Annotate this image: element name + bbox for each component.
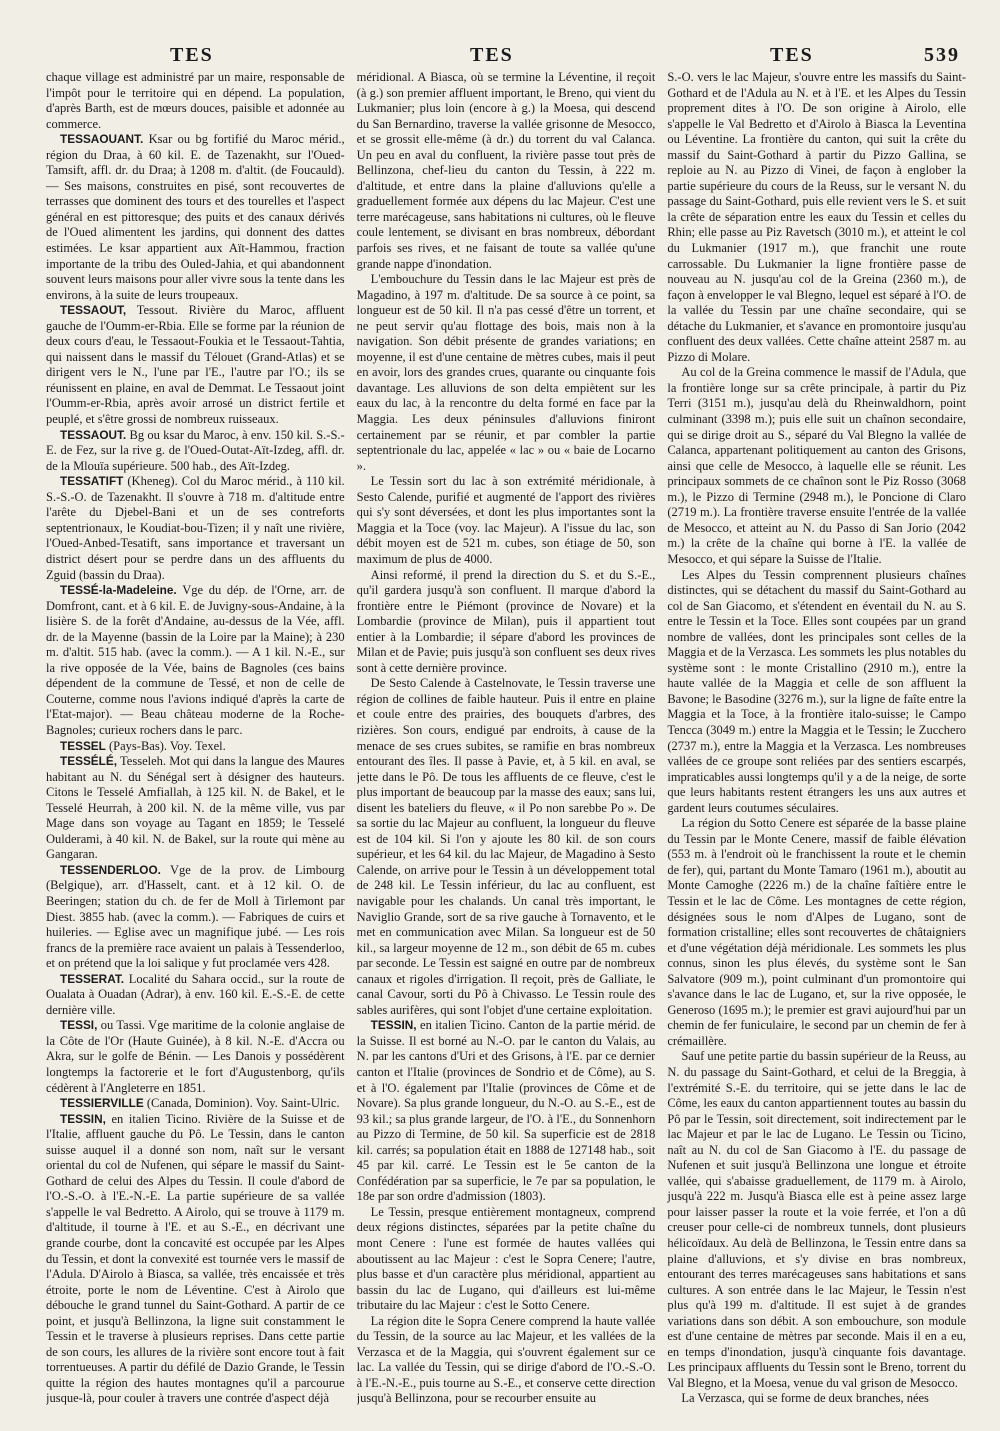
entry-text: Tesseleh. Mot qui dans la langue des Maures habitant au N. du Sénégal sert à désigner des hauteurs. Citons le Tesselé Amfiallah, à 125 kil. N. de Bakel, et le Tesselé Heurrah, à 200 kil. N. de la même ville, vus par Mage dans son voyage au Tagant en 1859; le Tesselé Oulderami, à 40 kil. N. de Bakel, sur la route qui mène au Gangaran. — [46, 754, 345, 862]
entry-paragraph — [667, 816, 966, 1049]
dictionary-entry — [46, 428, 345, 475]
dictionary-entry — [46, 739, 345, 755]
column-2 — [357, 70, 656, 1415]
entry-paragraph — [357, 676, 656, 1018]
entry-headword: TESSERAT. — [60, 971, 125, 986]
entry-paragraph — [357, 1314, 656, 1407]
entry-text: Le Tessin, presque entièrement montagneux, comprend deux régions distinctes, séparées par la petite chaîne du mont Cenere : l'une est formée de hautes vallées qui aboutissent au lac Majeur : c'est le Sopra Cenere; l'autre, plus basse et d'un caractère plus méridional, appartient au bassin du lac de Lugano, qui d'ailleurs est lui-même tributaire du lac Majeur : c'est le Sotto Cenere. — [356, 1204, 656, 1313]
entry-paragraph — [667, 365, 966, 567]
entry-text: méridional. A Biasca, où se termine la Léventine, il reçoit (à g.) son premier affluent important, le Breno, qui vient du Lukmanier; plus loin (encore à g.) la Moesa, qui descend du San Bernardino, traverse la vallée grisonne de Mesocco, et se grossit elle-même (à dr.) du torrent du val Calanca. Un peu en aval du confluent, la rivière passe tout près de Bellinzona, chef-lieu du canton du Tessin, à 222 m. d'altitude, et entre dans la plaine d'alluvions qu'elle a graduellement formée aux dépens du lac Majeur. C'est une terre marécageuse, sans habitations ni cultures, où le fleuve coule lentement, se divisant en bras nombreux, débordant parfois ses rives, et ne faisant de toute sa vallée qu'une grande nappe d'inondation. — [356, 70, 656, 271]
page-number: 539 — [924, 44, 960, 66]
entry-headword: TESSENDERLOO. — [60, 862, 161, 877]
entry-text: (Kheneg). Col du Maroc mérid., à 110 kil. S.-S.-O. de Tazenakht. Il s'ouvre à 718 m. d'altitude entre l'arête du Djebel-Bani et un de ses contreforts septentrionaux, le Koudiat-bou-Tizen; il y naît une rivière, l'Oued-Anbed-Tesatift, sans importance et traversant un district désert pour se perdre dans un des affluents du Zguid (bassin du Draa). — [46, 474, 345, 582]
entry-text: Sauf une petite partie du bassin supérieur de la Reuss, au N. du passage du Saint-Gothard, et celui de la Breggia, à l'extrémité S.-E. du territoire, qui se jette dans le lac de Côme, les eaux du canton appartiennent toutes au bassin du Pô par le Tessin, soit directement, soit indirectement par le lac Majeur et par le lac de Lugano. Le Tessin ou Ticino, naît au N. du col de San Giacomo à l'E. du passage de Nufenen et suit jusqu'à Bellinzona une longue et étroite vallée, qui s'abaisse graduellement, de 1179 m. à Airolo, jusqu'à 222 m. Jusqu'à Biasca elle est à peine assez large pour laisser passer la route et la voie ferrée, et l'on a dû creuser pour celle-ci de nombreux tunnels, dont plusieurs hélicoïdaux. Au delà de Bellinzona, le Tessin entre dans sa plaine d'alluvions, et s'y divise en bras nombreux, entourant des terres marécageuses sans habitations et sans cultures. A son entrée dans le lac Majeur, le Tessin n'est plus qu'à 199 m. d'altitude. Il est sujet à de grandes variations dans son débit. A son embouchure, son module est d'une centaine de mètres par seconde. Mais il en a eu, en temps d'inondation, jusqu'à cinquante fois davantage. Les principaux affluents du Tessin sont le Breno, torrent du Val Blegno, et la Moesa, venue du val grison de Mesocco. — [667, 1049, 967, 1390]
running-head-right: TES — [770, 44, 814, 66]
dictionary-entry — [46, 583, 345, 738]
entry-text: La région du Sotto Cenere est séparée de la basse plaine du Tessin par le Monte Cenere, massif de faible élévation (553 m. à l'endroit où le franchissent la route et le chemin de fer), qui, partant du Monte Tamaro (1961 m.), aboutit au Monte Camoghe (2226 m.) de la chaîne faîtière entre le Tessin et le lac de Côme. Les montagnes de cette région, désignées sous le nom d'Alpes de Lugano, sont de formation cristalline; elles sont recouvertes de châtaigniers et d'une végétation déjà méridionale. Les sommets les plus connus, sinon les plus élevés, du système sont le San Salvatore (909 m.), point culminant d'un promontoire qui s'avance dans le lac de Lugano, et, sur la rive opposée, le Generoso (1695 m.); le premier est gravi aujourd'hui par un chemin de fer funiculaire, le second par un chemin de fer à crémaillère. — [667, 816, 967, 1048]
entry-text: ou Tassi. Vge maritime de la colonie anglaise de la Côte de l'Or (Haute Guinée), à 8 kil. N.-E. d'Accra ou Akra, sur le golfe de Bénin. — Les Danois y possédèrent longtemps la factorerie et le fort d'Augustenborg, qu'ils cédèrent à l'Angleterre en 1851. — [46, 1018, 345, 1095]
entry-headword: TESSIERVILLE — [60, 1096, 144, 1111]
entry-paragraph — [667, 1049, 966, 1391]
entry-headword: TESSI, — [60, 1018, 98, 1033]
column-3 — [667, 70, 966, 1415]
dictionary-entry — [46, 1018, 345, 1096]
entry-text: chaque village est administré par un maire, responsable de l'impôt pour le territoire qui en dépend. La population, d'après Barth, est de mœurs douces, paisible et adonnée au commerce. — [46, 70, 345, 131]
dictionary-entry — [46, 474, 345, 583]
entry-text: Les Alpes du Tessin comprennent plusieurs chaînes distinctes, qui se détachent du massif du Saint-Gothard au col de San Giacomo, et s'étendent en éventail du N. au S. entre le Tessin et la Toce. Elles sont coupées par un grand nombre de vallées, dont les principales sont celles de la Maggia et de la Verzasca. Les sommets les plus notables du système sont : le monte Cristallino (2910 m.), entre la haute vallée de la Maggia et celle de son affluent la Bavone; le Basodine (3276 m.), sur la ligne de faîte entre la Maggia et la Toce, à la frontière italo-suisse; le Campo Tencca (3049 m.) entre la Maggia et le Tessin; le Zucchero (2737 m.), entre la Maggia et la Verzasca. Les nombreuses vallées de ce groupe sont reliées par des sentiers escarpés, impraticables aussi longtemps qu'il y a de la neige, de sorte que leurs habitants restent étrangers les uns aux autres et gardent leurs coutumes séculaires. — [667, 567, 967, 815]
column-1 — [46, 70, 345, 1415]
entry-text: Tessout. Rivière du Maroc, affluent gauche de l'Oumm-er-Rbia. Elle se forme par la réunion de deux cours d'eau, le Tessaout-Foukia et le Tessaout-Tahtia, qui naissent dans le massif du Télouet (Grand-Atlas) et se dirigent vers le N., l'une par l'E., l'autre par l'O.; ils se réunissent en plaine, en aval de Demmat. Le Tessaout joint l'Oumm-er-Rbia, après avoir arrosé un district fertile et peuplé, et s'être grossi de nombreux ruisseaux. — [46, 303, 345, 427]
entry-paragraph — [357, 474, 656, 567]
entry-headword: TESSAOUT. — [60, 427, 127, 442]
entry-text: Ainsi reformé, il prend la direction du S. et du S.-E., qu'il gardera jusqu'à son confluent. Il marque d'abord la frontière entre le Piémont (province de Novare) et la Lombardie (province de Milan), puis il appartient tout entier à la Lombardie; il sépare d'abord les provinces de Milan et de Pavie; puis jusqu'à son confluent ses deux rives sont à cette dernière province. — [356, 567, 656, 675]
entry-headword: TESSAOUT, — [60, 303, 127, 318]
entry-paragraph — [357, 568, 656, 677]
entry-paragraph — [357, 1205, 656, 1314]
running-head — [40, 44, 960, 72]
entry-headword: TESSEL — [60, 738, 106, 753]
entry-headword: TESSATIFT — [60, 474, 124, 489]
entry-text: Ksar ou bg fortifié du Maroc mérid., région du Draa, à 60 kil. E. de Tazenakht, sur l'Oued-Tamsift, affl. dr. du Draa; à 1208 m. d'altit. (de Foucauld). — Ses maisons, construites en pisé, sont recouvertes de terrasses que dominent des tours et des tourelles et l'aspect général en est pittoresque; des puits et des canaux dérivés de l'Oued alimentent les jardins, qui donnent des dattes estimées. Le ksar appartient aux Aït-Hammou, fraction importante de la tribu des Ouled-Jahia, et qui abandonnent souvent leurs maisons pour aller vivre sous la tente dans les environs, à la suite de leurs troupeaux. — [46, 132, 345, 302]
entry-headword: TESSIN, — [370, 1018, 417, 1033]
entry-paragraph — [667, 1391, 966, 1407]
running-head-left: TES — [170, 44, 214, 66]
entry-text: La Verzasca, qui se forme de deux branches, nées — [681, 1391, 929, 1406]
entry-text: en italien Ticino. Rivière de la Suisse et de l'Italie, affluent gauche du Pô. Le Tessin, dans le canton suisse auquel il a donné son nom, naît sur le versant oriental du col de Nufenen, qui sépare le massif du Saint-Gothard de celui des Alpes du Tessin. Il coule d'abord de l'O.-S.-O. à l'E.-N.-E. La partie supérieure de sa vallée s'appelle le val Bedretto. A Airolo, qui se trouve à 1179 m. d'altitude, il tourne à l'E. et au S.-E., en décrivant une grande courbe, dont la concavité est occupée par les Alpes du Tessin, et dont la convexité est tournée vers le massif de l'Adula. D'Airolo à Biasca, sa vallée, très encaissée et très étroite, porte le nom de Léventine. C'est à Airolo que débouche le grand tunnel du Saint-Gothard. A partir de ce point, et jusqu'à Bellinzona, la ligne suit constamment le Tessin et le traverse à plusieurs reprises. Dans cette partie de son cours, les allures de la rivière sont encore tout à fait torrentueuses. A partir du défilé de Dazio Grande, le Tessin quitte la région des hautes montagnes qu'il a parcourue jusque-là, pour couler à travers une contrée d'aspect déjà — [46, 1111, 345, 1406]
entry-text: Vge de la prov. de Limbourg (Belgique), arr. d'Hasselt, cant. et à 12 kil. O. de Beeringen; station du ch. de fer de Moll à Tirlemont par Diest. 3855 hab. (avec la comm.). — Fabriques de cuirs et huileries. — Eglise avec un magnifique jubé. — Les rois francs de la première race avaient un palais à Tessenderloo, et on prétend que la loi salique y fut proclamée vers 428. — [46, 862, 345, 971]
dictionary-entry — [46, 863, 345, 972]
entry-headword: TESSÉLÉ, — [60, 754, 118, 769]
entry-paragraph — [46, 70, 345, 132]
dictionary-entry — [46, 754, 345, 863]
text-columns — [46, 70, 966, 1415]
entry-text: Le Tessin sort du lac à son extrémité méridionale, à Sesto Calende, purifié et augmenté de l'apport des rivières qui s'y sont déversées, et dont les plus importantes sont la Maggia et la Toce (voy. lac Majeur). A l'issue du lac, son débit moyen est de 521 m. cubes, son étiage de 50, son maximum de plus de 4000. — [356, 474, 656, 566]
dictionary-entry — [46, 1096, 345, 1112]
dictionary-entry — [46, 303, 345, 427]
entry-text: S.-O. vers le lac Majeur, s'ouvre entre les massifs du Saint-Gothard et de l'Adula au N. et à l'E. et les Alpes du Tessin proprement dites à l'O. De son origine à Airolo, elle s'appelle le Val Bedretto et d'Airolo à Biasca la Leventina ou Léventine. La frontière du canton, qui suit la crête du massif du Saint-Gothard à partir du Pizzo Gallina, se reploie au N. au Pizzo di Vinei, de façon à englober la partie supérieure du cours de la Reuss, sur le versant N. du passage du Saint-Gothard, puis elle revient vers le S. et suit la crête de séparation entre les eaux du Tessin et celles du Rhin; elle passe au Piz Ravetsch (3010 m.), et atteint le col du Lukmanier (1917 m.), que franchit une route carrossable. Du Lukmanier la ligne frontière passe de nouveau au N. jusqu'au col de la Greina (2360 m.), de façon à envelopper le val Blegno, lequel est séparé à l'O. de la vallée du Tessin par une chaîne secondaire, qui se détache du Lukmanier, et s'avance en promontoire jusqu'au confluent des deux vallées. Cette chaîne atteint 2587 m. au Pizzo di Molare. — [667, 70, 967, 364]
entry-text: La région dite le Sopra Cenere comprend la haute vallée du Tessin, de la source au lac Majeur, et les vallées de la Verzasca et de la Maggia, qui s'ouvrent également sur ce lac. La vallée du Tessin, qui se dirige d'abord de l'O.-S.-O. à l'E.-N.-E., puis tourne au S.-E., et conserve cette direction jusqu'à Bellinzona, pour se recourber ensuite au — [356, 1313, 656, 1406]
entry-paragraph — [667, 70, 966, 365]
entry-text: Au col de la Greina commence le massif de l'Adula, que la frontière longe sur sa crête principale, à partir du Piz Terri (3151 m.), jusqu'au delà du Rheinwaldhorn, point culminant (3398 m.); puis elle suit un chaînon secondaire, qui se dirige droit au S., séparé du Val Blegno la vallée de Calanca, appartenant politiquement au canton des Grisons, ainsi que celle de Mesocco, à laquelle elle se réunit. Les principaux sommets de ce chaînon sont le Piz Rosso (3068 m.), le Pizzo di Termine (2948 m.), le Poncione di Claro (2719 m.). La frontière traverse ensuite l'entrée de la vallée de Mesocco, et atteint au N. du Passo di San Jorio (2042 m.) la crête de la chaîne qui borne à l'E. la vallée de Mesocco, et qui sépare la Suisse de l'Italie. — [667, 365, 967, 566]
entry-headword: TESSÉ-la-Madeleine. — [60, 583, 177, 598]
entry-paragraph — [667, 568, 966, 817]
entry-text: (Pays-Bas). Voy. Texel. — [109, 738, 226, 753]
entry-paragraph — [357, 272, 656, 474]
entry-text: Bg ou ksar du Maroc, à env. 150 kil. S.-S.-E. de Fez, sur la rive g. de l'Oued-Outat-Aït-Izdeg, affl. dr. de la Mlouïa supérieure. 500 hab., des Aït-Izdeg. — [46, 427, 345, 473]
entry-text: en italien Ticino. Canton de la partie mérid. de la Suisse. Il est borné au N.-O. par le canton du Valais, au N. par les cantons d'Uri et des Grisons, à l'E. par ce dernier canton et l'Italie (provinces de Sondrio et de Côme), au S. et à l'O. également par l'Italie (provinces de Côme et de Novare). Sa plus grande longueur, du N.-O. au S.-E., est de 93 kil.; sa plus grande largeur, de l'O. à l'E., du Sonnenhorn au Pizzo di Termine, de 50 kil. Sa superficie est de 2818 kil. carrés; sa population était en 1888 de 127148 hab., soit 45 par kil. carré. Le Tessin est le 5e canton de la Confédération par sa superficie, le 7e par sa population, le 18e par son ordre d'admission (1803). — [356, 1018, 656, 1204]
dictionary-entry — [46, 1112, 345, 1407]
entry-text: Vge du dép. de l'Orne, arr. de Domfront, cant. et à 6 kil. E. de Juvigny-sous-Andaine, à la lisière S. de la forêt d'Andaine, au-dessus de la Vée, affl. dr. de la Mayenne (bassin de la Loire par la Maine); à 230 m. d'altit. 515 hab. (avec la comm.). — A 1 kil. N.-E., sur la rive opposée de la Vée, bains de Bagnoles (ces bains dépendent de la commune de Tessé, et non de celle de Couterne, comme nous l'avions indiqué d'après la carte de l'Etat-major). — Beau château moderne de la Roche-Bagnoles; curieux rochers dans le parc. — [46, 583, 345, 737]
entry-text: (Canada, Dominion). Voy. Saint-Ulric. — [146, 1096, 340, 1111]
entry-text: L'embouchure du Tessin dans le lac Majeur est près de Magadino, à 197 m. d'altitude. De sa source à ce point, sa longueur est de 50 kil. Il n'a pas cessé d'être un torrent, et ne peut servir qu'au flottage des bois, mais non à la navigation. Son débit présente de grandes variations; en moyenne, il est d'une centaine de mètres cubes, mais il peut en avoir, lors des grandes crues, quarante ou cinquante fois davantage. Les alluvions de son delta empiètent sur les eaux du lac, à la rencontre du delta formé en face par la Maggia. Les deux péninsules d'alluvions finiront certainement par se réunir, et par combler la partie septentrionale du lac, appelée « lac » ou « baie de Locarno ». — [356, 272, 656, 473]
running-head-center: TES — [470, 44, 514, 66]
entry-paragraph — [357, 70, 656, 272]
entry-headword: TESSIN, — [60, 1111, 106, 1126]
dictionary-entry — [46, 132, 345, 303]
entry-text: De Sesto Calende à Castelnovate, le Tessin traverse une région de collines de faible hauteur. Puis il entre en plaine et coule entre des prairies, des bouquets d'arbres, des rizières. Son cours, endigué par endroits, à cause de la menace de ses crues subites, se ramifie en bras nombreux entourant des îles. Il passe à Pavie, et, à 5 kil. en aval, se jette dans le Pô. De tous les affluents de ce fleuve, c'est le plus important de beaucoup par la masse des eaux; sans lui, disent les bateliers du fleuve, « il Po non sarebbe Po ». De sa sortie du lac Majeur au confluent, la longueur du fleuve est de 104 kil. Si l'on y ajoute les 80 kil. de son cours supérieur, et les 64 kil. du lac Majeur, de Magadino à Sesto Calende, on arrive pour le Tessin à un développement total de 248 kil. Le Tessin inférieur, du lac au confluent, est navigable pour les chalands. Un canal très important, le Naviglio Grande, sort de sa rive gauche à Tornavento, et le met en communication avec Milan. Sa longueur est de 50 kil., sa largeur moyenne de 12 m., son débit de 65 m. cubes par seconde. Le Tessin est saigné en outre par de nombreux canaux et rigoles d'irrigation. Il reçoit, près de Galliate, le canal Cavour, sorti du Pô à Chivasso. Le Tessin roule des sables aurifères, qui sont l'objet d'une certaine exploitation. — [356, 676, 656, 1017]
dictionary-entry — [357, 1018, 656, 1205]
dictionary-entry — [46, 972, 345, 1019]
entry-text: Localité du Sahara occid., sur la route de Oualata à Ouadan (Adrar), à env. 160 kil. E.-S.-E. de cette dernière ville. — [46, 971, 345, 1017]
entry-headword: TESSAOUANT. — [60, 132, 144, 147]
